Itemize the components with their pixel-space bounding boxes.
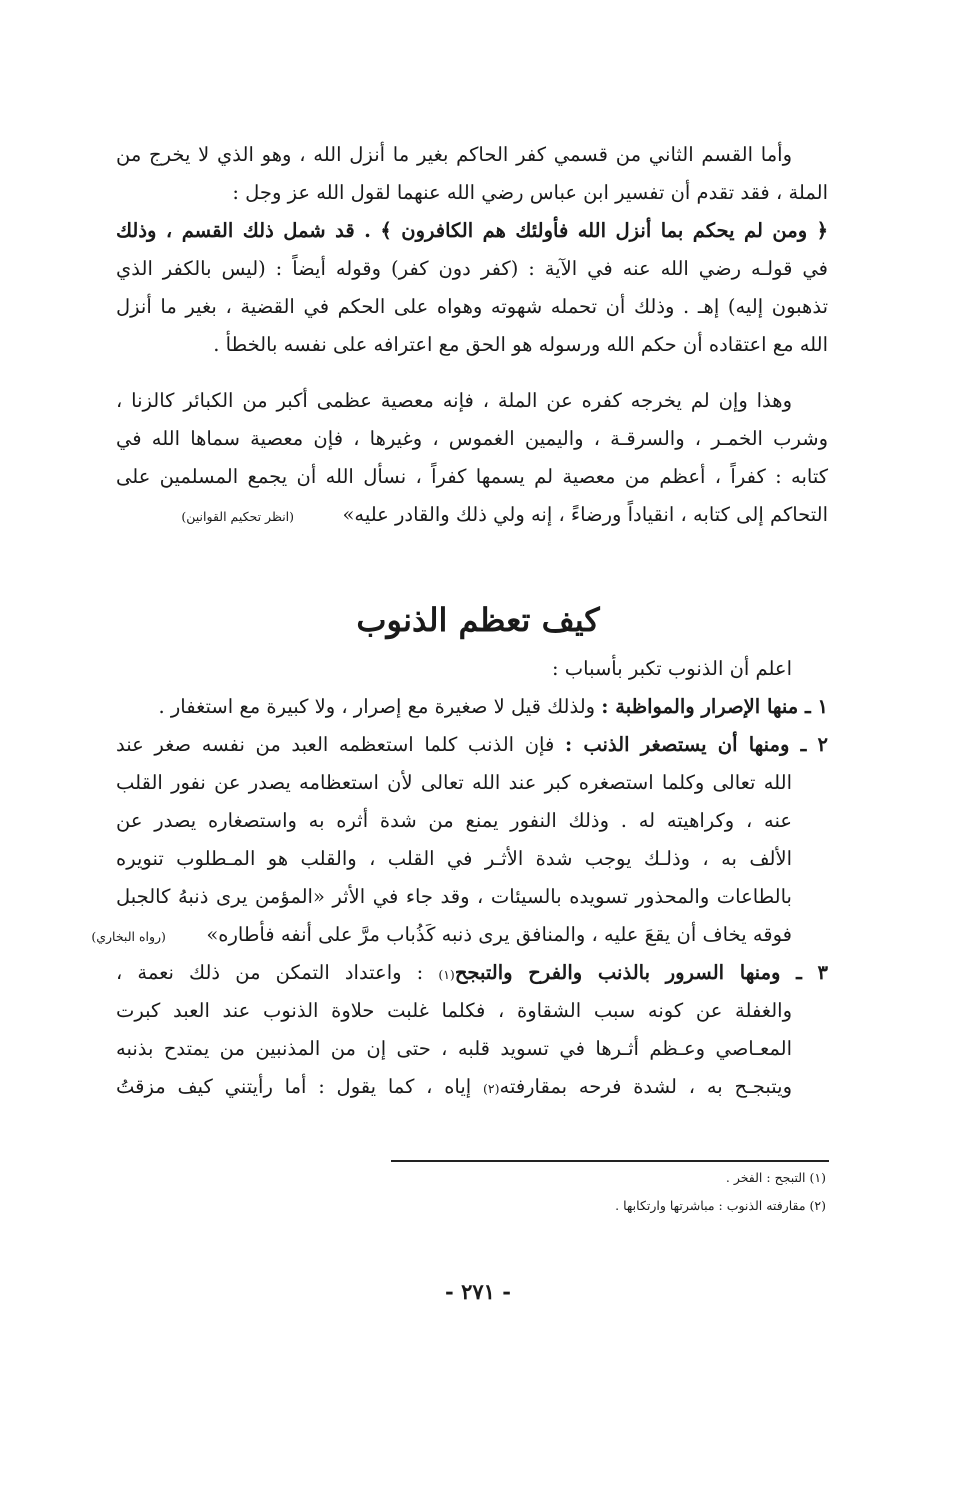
text-line: التحاكم إلى كتابه ، انقياداً ورضاءً ، إنه ولي ذلك والقادر عليه» [342,503,828,526]
text-line: الله مع اعتقاده أن حكم الله ورسوله هو الحق مع اعترافه على نفسه بالخطأ . [213,333,828,356]
item-text: ولذلك قيل لا صغيرة مع إصرار ، ولا كبيرة مع استغفار . [158,695,602,718]
text-line-with-source [116,496,828,534]
item-text: : واعتداد التمكن من ذلك نعمة ، [116,961,439,984]
text-line: وشرب الخمـر ، والسرقـة ، واليمين الغموس ، وغيرها ، فإن معصية سماها الله في [116,427,828,450]
quran-verse-line: ﴿ ومن لم يحكم بما أنزل الله فأولئك هم الكافرون ﴾ . قد شمل ذلك القسم ، وذلك [116,219,828,242]
item-continuation: الله تعالى وكلما استصغره كبر عند الله تعالى لأن استعظامه يصدر عن نفور القلب [116,771,792,794]
causes-list [91,650,829,1106]
paragraph-hukm [116,136,828,364]
item-continuation: الألف به ، وذلـك يوجب شدة الأثـر في القلب ، والقلب هو المـطلوب تنويره [116,847,792,870]
section-title: كيف تعظم الذنوب [356,601,600,639]
item-continuation-with-source [91,916,828,954]
item-continuation: المعـاصي وعـظم أثـرها في تسويد قلبه ، حتى إن من المذنبين من يمتدح بذنبه [116,1037,792,1060]
item-continuation: فوقه يخاف أن يقعَ عليه ، والمنافق يرى ذنبه كَذُباب مرَّ على أنفه فأطاره» [206,923,792,946]
item-continuation: ويتبجـح به ، لشدة فرحه بمقارفته [499,1075,792,1098]
list-intro: اعلم أن الذنوب تكبر بأسباب : [552,657,792,680]
list-item-1 [116,688,828,726]
footnote-marker: (٢) [482,1081,500,1096]
text-line: وهذا وإن لم يخرجه كفره عن الملة ، فإنه معصية عظمى أكبر من الكبائر كالزنا ، [116,389,792,412]
footnote-marker: (١) [438,967,455,982]
text-line: في قولـه رضي الله عنه في الآية : (كفر دون كفر) وقوله أيضاً : (ليس بالكفر الذي [116,257,828,280]
text-line: الملة ، فقد تقدم أن تفسير ابن عباس رضي الله عنهما لقول الله عز وجل : [232,181,828,204]
source-note: (انظر تحكيم القوانين) [181,509,295,524]
source-note: (رواه البخاري) [91,929,166,944]
footnote-2: (٢) مقارفته الذنوب : مباشرتها وارتكابها . [615,1198,826,1213]
paragraph-masiya [116,382,828,534]
text-line: وأما القسم الثاني من قسمي كفر الحاكم بغير ما أنزل الله ، وهو الذي لا يخرج من [116,143,792,166]
list-item-3 [116,954,828,992]
text-line: كتابه : كفراً ، أعظم من معصية لم يسمها كفراً ، نسأل الله أن يجمع المسلمين على [116,465,828,488]
list-item-2 [116,726,828,764]
item-continuation: إياه ، كما يقول : أما رأيتني كيف مزقتُ [116,1075,483,1098]
item-continuation: عنه ، وكراهيته له . وذلك النفور يمنع من شدة أثره به واستصغاره يصدر عن [116,809,792,832]
footnote-divider [391,1160,829,1162]
footnote-1: (١) التبجح : الفخر . [725,1170,826,1185]
item-lead: ١ ـ منها الإصرار والمواظبة : [601,695,828,718]
text-line: تذهبون إليه) إهـ . وذلك أن تحمله شهوته وهواه على الحكم في القضية ، بغير ما أنزل [116,295,828,318]
item-lead: ٣ ـ ومنها السرور بالذنب والفرح والتبجح [454,961,829,984]
item-lead: ٢ ـ ومنها أن يستصغر الذنب : [564,733,829,756]
page-number: - ٢٧١ - [445,1279,511,1304]
item-continuation-last [116,1068,828,1106]
item-continuation: والغفلة عن كونه سبب الشقاوة ، فكلما غلبت حلاوة الذنوب عند العبد كبرت [116,999,792,1022]
item-text: فإن الذنب كلما استعظمه العبد من نفسه صغر عند [116,733,565,756]
item-continuation: بالطاعات والمحذور تسويده بالسيئات ، وقد جاء في الأثر «المؤمن يرى ذنبهُ كالجبل [116,885,792,908]
